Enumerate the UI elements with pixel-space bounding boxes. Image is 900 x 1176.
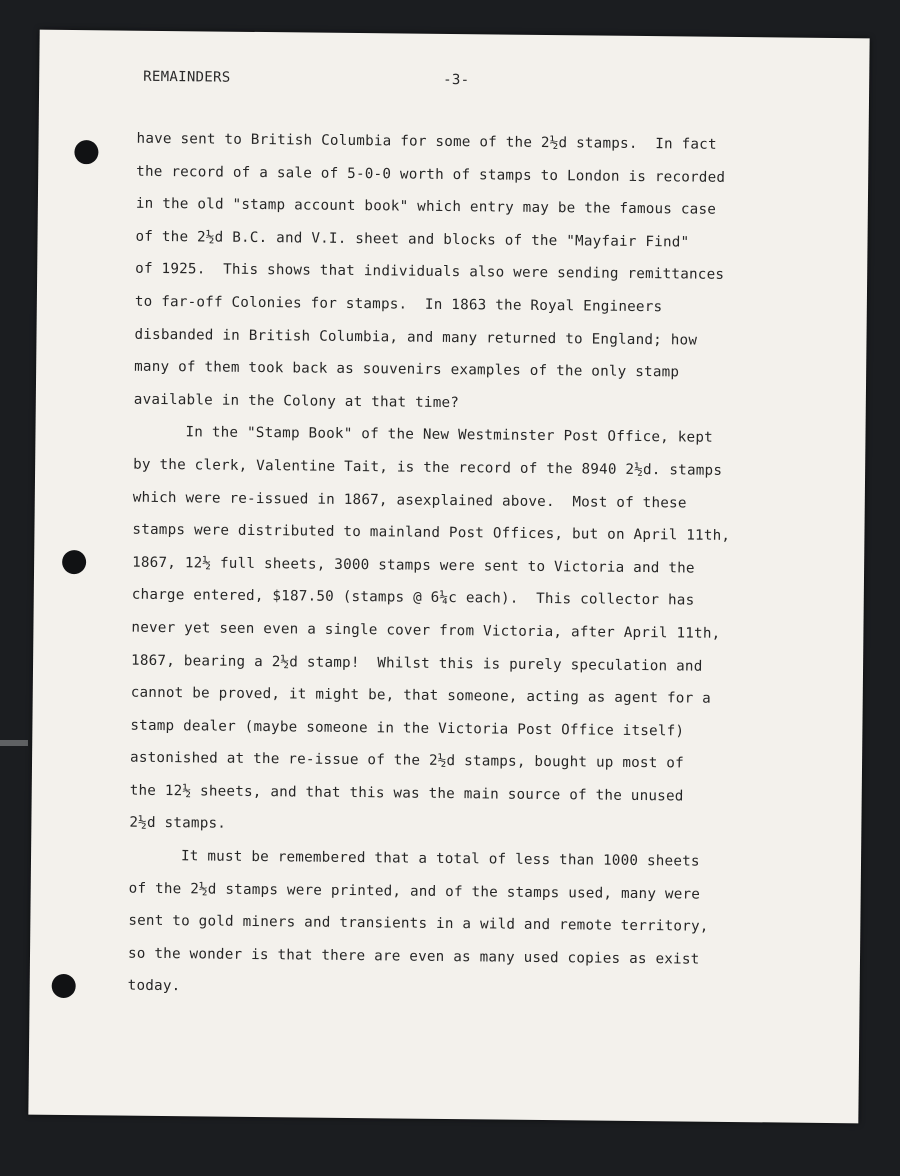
text-line: in the old "stamp account book" which entry may be the famous case xyxy=(135,195,717,218)
punch-hole xyxy=(74,140,98,164)
body-text xyxy=(128,123,807,1010)
header-title: REMAINDERS xyxy=(143,68,231,86)
page-header xyxy=(143,68,803,89)
text-line: by the clerk, Valentine Tait, is the record of the 8940 2½d. stamps xyxy=(133,456,723,479)
text-line: stamps were distributed to mainland Post Offices, but on April 11th, xyxy=(132,521,731,545)
text-line: today. xyxy=(127,978,181,995)
text-line: charge entered, $187.50 (stamps @ 6¼c each). This collector has xyxy=(131,586,695,609)
text-line: of the 2½d B.C. and V.I. sheet and blocks of the "Mayfair Find" xyxy=(135,228,690,251)
text-line: of 1925. This shows that individuals also were sending remittances xyxy=(135,261,725,284)
tape-fragment xyxy=(0,740,28,746)
text-line: 2½d stamps. xyxy=(129,815,227,833)
page-number: -3- xyxy=(443,71,470,89)
text-line: astonished at the re-issue of the 2½d stamps, bought up most of xyxy=(129,749,685,772)
punch-hole xyxy=(62,550,86,574)
text-line: which were re-issued in 1867, asexplained above. Most of these xyxy=(132,489,687,512)
text-line: sent to gold miners and transients in a wild and remote territory, xyxy=(128,912,709,935)
paragraph-start-line: In the "Stamp Book" of the New Westminster Post Office, kept xyxy=(185,424,714,447)
text-line: cannot be proved, it might be, that someone, acting as agent for a xyxy=(130,684,712,707)
text-line: never yet seen even a single cover from Victoria, after April 11th, xyxy=(131,619,721,642)
text-line: stamp dealer (maybe someone in the Victoria Post Office itself) xyxy=(130,717,685,740)
text-line: to far-off Colonies for stamps. In 1863 the Royal Engineers xyxy=(134,293,663,316)
text-line: disbanded in British Columbia, and many returned to England; how xyxy=(134,326,698,349)
text-line: of the 2½d stamps were printed, and of the stamps used, many were xyxy=(128,880,701,903)
text-line: 1867, 12½ full sheets, 3000 stamps were sent to Victoria and the xyxy=(132,554,695,577)
punch-hole xyxy=(52,974,76,998)
text-line: have sent to British Columbia for some of the 2½d stamps. In fact xyxy=(136,130,717,153)
text-line: 1867, bearing a 2½d stamp! Whilst this is purely speculation and xyxy=(131,652,703,675)
text-line: the record of a sale of 5-0-0 worth of stamps to London is recorded xyxy=(136,163,726,186)
text-line: the 12½ sheets, and that this was the main source of the unused xyxy=(129,782,684,805)
text-line: available in the Colony at that time? xyxy=(133,391,460,411)
document-page xyxy=(28,30,869,1124)
text-line: many of them took back as souvenirs examples of the only stamp xyxy=(134,358,680,381)
text-line: so the wonder is that there are even as many used copies as exist xyxy=(127,945,700,968)
paragraph-start-line: It must be remembered that a total of less than 1000 sheets xyxy=(180,848,700,870)
